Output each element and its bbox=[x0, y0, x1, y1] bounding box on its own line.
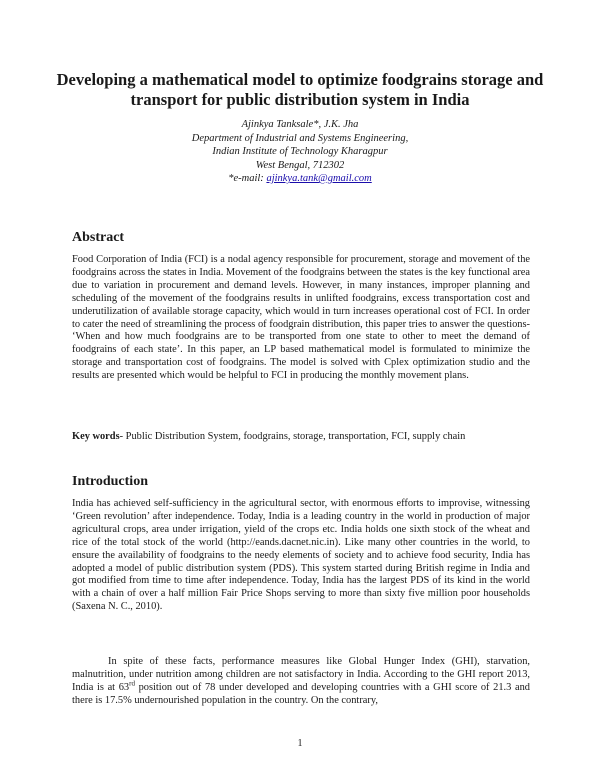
introduction-paragraph-1: India has achieved self-sufficiency in the agricultural sector, with enormous efforts to improvise, witnessing ‘Green revolution’ after independence. Today, India is a leading country in the world in production of major agricultural crops, area under irrigation, yield of the crops etc. India holds one sixth stock of the wheat and rice of the total stock of the world (http://eands.dacnet.nic.in). Like many other countries in the world, to ensure the availability of foodgrains to the needy elements of society and to achieve food security, India has adopted a model of public distribution system (PDS). This system started during British regime in India and got modified from time to time after independence. Today, India has the largest PDS of its kind in the world with a chain of over a half million Fair Price Shops serving to more than sixty five million poor households (Saxena N. C., 2010). bbox=[72, 498, 530, 613]
introduction-paragraph-2: In spite of these facts, performance measures like Global Hunger Index (GHI), starvation, malnutrition, under nutrition among children are not satisfactory in India. According to the GHI report 2013, India is at 63rd position out of 78 under developed and developing countries with a GHI score of 21.3 and there is 17.5% undernourished population in the country. On the contrary, bbox=[72, 656, 530, 706]
paper-title: Developing a mathematical model to optimize foodgrains storage and transport for public distribution system in India bbox=[56, 70, 544, 109]
author-institute: Indian Institute of Technology Kharagpur bbox=[212, 146, 388, 157]
author-block bbox=[60, 118, 540, 186]
abstract-text: Food Corporation of India (FCI) is a nodal agency responsible for procurement, storage and movement of the foodgrains across the states in India. Movement of the foodgrains between the states is the key functional area due to variation in procurement and demand levels. However, in many instances, improper planning and scheduling of the movement of the foodgrains results in unlifted foodgrains, excess transportation cost and underutilization of available storage capacity, which would in turn increases operational cost of FCI. In order to cater the need of streamlining the process of foodgrain distribution, this paper tries to answer the questions- ‘When and how much foodgrains are to be transported from one state to other to meet the demand of foodgrains of each state’. In this paper, an LP based mathematical model is formulated to minimize the storage and transportation cost of foodgrains. The model is solved with Cplex optimization studio and the results are presented which would be helpful to FCI in producing the monthly movement plans. bbox=[72, 254, 530, 382]
author-names: Ajinkya Tanksale*, J.K. Jha bbox=[241, 119, 359, 130]
email-link[interactable]: ajinkya.tank@gmail.com bbox=[266, 173, 372, 184]
abstract-heading: Abstract bbox=[72, 230, 125, 245]
author-location: West Bengal, 712302 bbox=[255, 159, 345, 171]
email-label: *e-mail: bbox=[228, 173, 264, 184]
page-number: 1 bbox=[297, 738, 303, 749]
keywords-label: Key words bbox=[72, 431, 120, 442]
author-department: Department of Industrial and Systems Engineering, bbox=[191, 132, 409, 144]
introduction-heading: Introduction bbox=[72, 474, 148, 489]
author-email-line bbox=[60, 172, 540, 186]
keywords-line bbox=[72, 431, 530, 444]
keywords-text: - Public Distribution System, foodgrains, storage, transportation, FCI, supply chain bbox=[119, 431, 466, 442]
